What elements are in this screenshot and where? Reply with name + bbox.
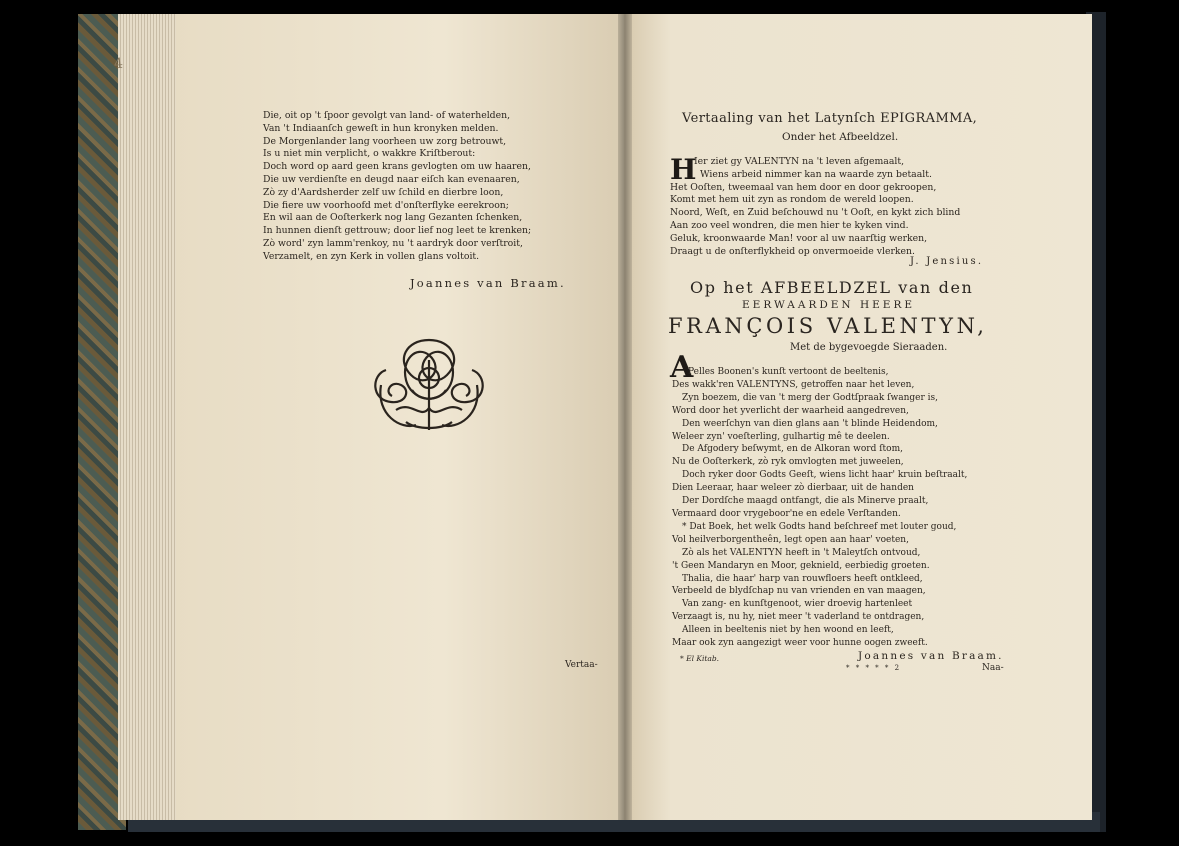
poem-line: Doch ryker door Godts Geeſt, wiens licht haar' kruin beſtraalt, — [682, 470, 968, 481]
poem2-body — [672, 366, 967, 650]
poem-line: 't Geen Mandaryn en Moor, geknield, eerbiedig groeten. — [672, 560, 930, 571]
poem-line: Verzamelt, en zyn Kerk in vollen glans voltoit. — [263, 250, 480, 262]
signature-mark: * * * * * 2 — [846, 664, 902, 672]
poem2-heading-sub: Met de bygevoegde Sieraaden. — [790, 342, 948, 353]
poem2-signature: Joannes van Braam. — [858, 650, 1004, 662]
poem-line: Ier ziet gy VALENTYN na 't leven afgemaalt, — [694, 156, 905, 167]
left-catchword: Vertaa- — [565, 660, 598, 670]
poem-line: Aan zoo veel wondren, die men hier te kyken vind. — [670, 219, 909, 231]
poem-line: De Morgenlander lang voorheen uw zorg betrouwt, — [263, 135, 507, 147]
poem-line: Verbeeld de blydſchap nu van vrienden en van maagen, — [672, 586, 926, 597]
poem-line: Weleer zyn' voeſterling, gulhartig mê te deelen. — [672, 431, 890, 442]
poem-line: En wil aan de Ooſterkerk nog lang Gezanten ſchenken, — [263, 212, 523, 224]
poem-line: Draagt u de onſterflykheid op onvermoeide vlerken. — [670, 245, 915, 257]
poem-line: Des wakk'ren VALENTYNS, getroffen naar het leven, — [672, 379, 915, 390]
poem-line: De Afgodery beſwymt, en de Alkoran word ſtom, — [682, 444, 903, 455]
book-gutter — [618, 14, 632, 820]
epigram-dropcap: H — [670, 153, 697, 186]
epigram-signature: J. Jensius. — [910, 256, 984, 267]
footnote: * El Kitab. — [680, 654, 720, 663]
poem-line: Word door het yverlicht der waarheid aangedreven, — [672, 405, 909, 416]
poem2-heading-eerwaarden: EERWAARDEN HEERE — [742, 299, 916, 311]
poem-line: Alleen in beeltenis niet by hen woond en leeft, — [682, 625, 894, 636]
poem2-heading-name: FRANÇOIS VALENTYN, — [668, 314, 988, 338]
poem-line: Zyn boezem, die van 't merg der Godtſpraak ſwanger is, — [682, 392, 938, 403]
left-signature: Joannes van Braam. — [410, 276, 566, 290]
epigram-title: Vertaaling van het Latynſch EPIGRAMMA, — [682, 111, 978, 126]
right-catchword: Naa- — [982, 663, 1004, 673]
poem-line: Is u niet min verplicht, o wakkre Kriſtberout: — [263, 148, 476, 160]
page-edges — [118, 14, 176, 820]
poem-line: Komt met hem uit zyn as rondom de wereld loopen. — [670, 194, 914, 206]
page-number-mark: 4 — [113, 55, 124, 73]
poem-line: Geluk, kroonwaarde Man! voor al uw naarſtig werken, — [670, 232, 928, 244]
poem-line: Zò word' zyn lamm'renkoy, nu 't aardryk door verſtroit, — [263, 237, 523, 249]
poem-line: Het Ooſten, tweemaal van hem door en door gekroopen, — [670, 181, 937, 193]
poem-line: Doch word op aard geen krans gevlogten om uw haaren, — [263, 161, 531, 173]
poem-line: Vol heilverborgentheên, legt open aan haar' voeten, — [672, 534, 909, 545]
monogram-ornament-icon — [366, 330, 492, 438]
poem-line: * Dat Boek, het welk Godts hand beſchreef met louter goud, — [682, 521, 957, 532]
poem-line: Zò als het VALENTYN heeft in 't Maleytſch ontvoud, — [682, 547, 921, 558]
poem-line: Der Dordſche maagd ontfangt, die als Minerve praalt, — [682, 496, 929, 507]
poem-line: Noord, Weſt, en Zuid beſchouwd nu 't Ooſt, en kykt zich blind — [670, 207, 961, 219]
epigram-poem — [670, 153, 961, 258]
poem2-dropcap: A — [670, 350, 694, 385]
poem-line: Dien Leeraar, haar weleer zò dierbaar, uit de handen — [672, 483, 914, 494]
epigram-subtitle: Onder het Afbeeldzel. — [782, 131, 899, 143]
poem-line: Wiens arbeid nimmer kan na waarde zyn betaalt. — [700, 168, 932, 180]
poem-line: Van 't Indiaanſch geweſt in hun kronyken melden. — [263, 122, 499, 134]
poem-line: Thalia, die haar' harp van rouwfloers heeft ontkleed, — [682, 573, 923, 584]
poem-line: Van zang- en kunſtgenoot, wier droevig hartenleet — [682, 599, 913, 610]
poem-line: Die fiere uw voorhoofd met d'onſterflyke eerekroon; — [263, 199, 509, 211]
poem-line: Maar ook zyn aangezigt weer voor hunne oogen zweeft. — [672, 638, 928, 649]
poem-line: In hunnen dienſt gettrouw; door lief nog leet te krenken; — [263, 225, 532, 237]
poem-line: Den weerſchyn van dien glans aan 't blinde Heidendom, — [682, 418, 938, 429]
poem-line: Die uw verdienſte en deugd naar eiſch kan evenaaren, — [263, 173, 520, 185]
poem-line: Vermaard door vrygeboor'ne en edele Verſtanden. — [672, 508, 901, 519]
poem-line: Verzaagt is, nu hy, niet meer 't vaderland te ontdragen, — [672, 612, 925, 623]
poem-line: Pelles Boonen's kunſt vertoont de beeltenis, — [688, 367, 889, 377]
left-poem — [263, 110, 531, 264]
poem-line: Nu de Ooſterkerk, zò ryk omvlogten met juweelen, — [672, 457, 904, 468]
poem-line: Die, oit op 't ſpoor gevolgt van land- of waterhelden, — [263, 110, 511, 121]
poem2-heading: Op het AFBEELDZEL van den — [690, 278, 974, 297]
poem-line: Zò zy d'Aardsherder zelf uw ſchild en dierbre loon, — [263, 186, 504, 198]
